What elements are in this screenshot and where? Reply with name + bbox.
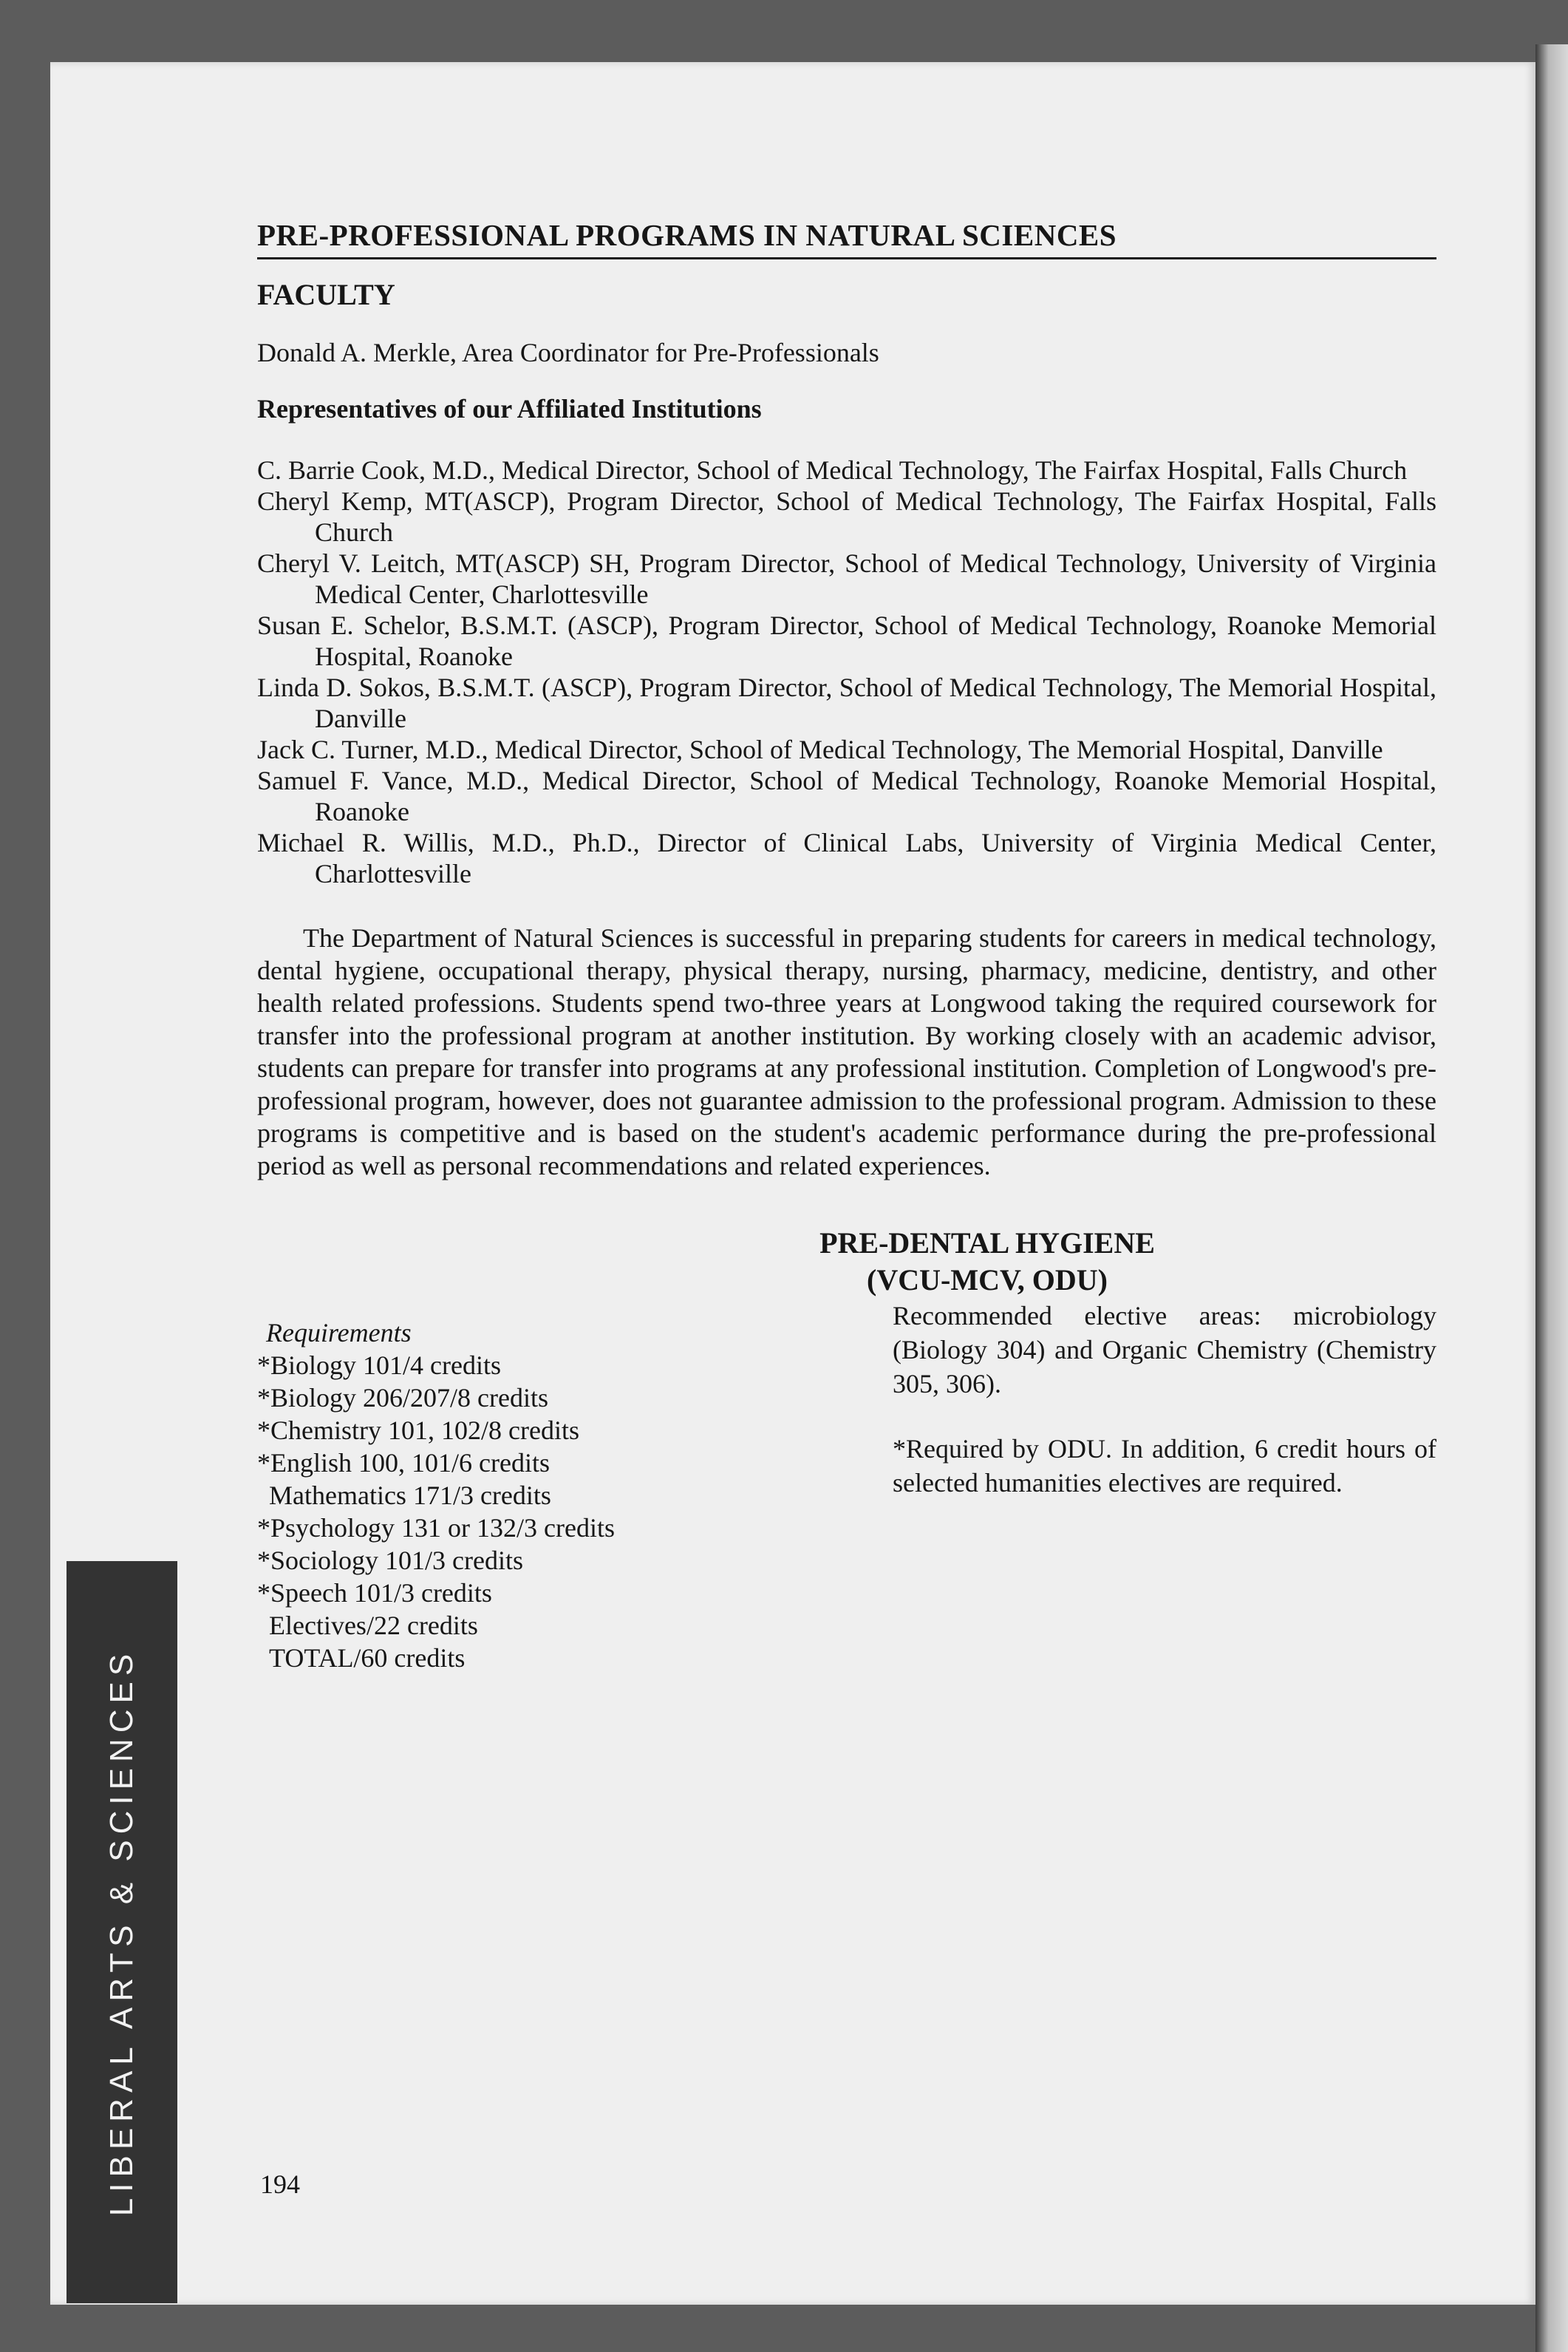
- side-tab-label: LIBERAL ARTS & SCIENCES: [103, 1648, 140, 2217]
- list-item: Jack C. Turner, M.D., Medical Director, School of Medical Technology, The Memorial Hospital, Danville: [257, 735, 1383, 764]
- list-item: *Biology 101/4 credits: [257, 1350, 501, 1380]
- list-item: *Chemistry 101, 102/8 credits: [257, 1415, 579, 1445]
- main-content: [257, 219, 1436, 1713]
- list-item: Mathematics 171/3 credits: [269, 1481, 551, 1510]
- area-coordinator: Donald A. Merkle, Area Coordinator for Pre-Professionals: [257, 338, 879, 367]
- book-spine-edge: [1535, 44, 1568, 2352]
- list-item: Electives/22 credits: [269, 1611, 478, 1640]
- section-title-line1: PRE-DENTAL HYGIENE: [819, 1226, 1155, 1260]
- list-item: *Biology 206/207/8 credits: [257, 1383, 548, 1413]
- list-item: *Speech 101/3 credits: [257, 1578, 492, 1608]
- list-item: Michael R. Willis, M.D., Ph.D., Director of Clinical Labs, University of Virginia Medical Center, Charlottesville: [257, 828, 1436, 888]
- intro-paragraph: The Department of Natural Sciences is successful in preparing students for careers in medical technology, dental hygiene, occupational therapy, physical therapy, nursing, pharmacy, medicine, dentistry, and other health related professions. Students spend two-three years at Longwood taking the required coursework for transfer into the professional program at another institution. By working closely with an academic advisor, students can prepare for transfer into programs at any professional institution. Completion of Longwood's pre-professional program, however, does not guarantee admission to the professional program. Admission to these programs is competitive and is based on the student's academic performance during the pre-professional period as well as personal recommendations and related experiences.: [257, 923, 1436, 1180]
- faculty-heading: FACULTY: [257, 278, 395, 311]
- representatives-heading: Representatives of our Affiliated Institutions: [257, 394, 762, 424]
- list-item: TOTAL/60 credits: [269, 1643, 466, 1673]
- list-item: Cheryl Kemp, MT(ASCP), Program Director, School of Medical Technology, The Fairfax Hospital, Falls Church: [257, 486, 1436, 547]
- list-item: Cheryl V. Leitch, MT(ASCP) SH, Program Director, School of Medical Technology, University of Virginia Medical Center, Charlottesville: [257, 548, 1436, 609]
- requirements-section: [257, 1299, 1436, 1713]
- page-number: 194: [260, 2169, 300, 2199]
- list-item: *Psychology 131 or 132/3 credits: [257, 1513, 615, 1543]
- list-item: Samuel F. Vance, M.D., Medical Director, School of Medical Technology, Roanoke Memorial Hospital, Roanoke: [257, 766, 1436, 826]
- section-title: [257, 1225, 1436, 1299]
- odu-note: *Required by ODU. In addition, 6 credit hours of selected humanities electives are required.: [893, 1434, 1436, 1498]
- list-item: *Sociology 101/3 credits: [257, 1546, 523, 1575]
- list-item: *English 100, 101/6 credits: [257, 1448, 550, 1478]
- representatives-list: [257, 455, 1436, 889]
- recommended-electives: Recommended elective areas: microbiology (Biology 304) and Organic Chemistry (Chemistry 305, 306).: [893, 1301, 1436, 1398]
- requirements-heading: Requirements: [266, 1318, 412, 1347]
- page-title: PRE-PROFESSIONAL PROGRAMS IN NATURAL SCIENCES: [257, 219, 1436, 259]
- requirements-list: [257, 1316, 848, 1674]
- section-title-line2: (VCU-MCV, ODU): [867, 1263, 1108, 1296]
- list-item: Linda D. Sokos, B.S.M.T. (ASCP), Program Director, School of Medical Technology, The Memorial Hospital, Danville: [257, 673, 1436, 733]
- notes-column: [893, 1299, 1436, 1500]
- list-item: Susan E. Schelor, B.S.M.T. (ASCP), Program Director, School of Medical Technology, Roanoke Memorial Hospital, Roanoke: [257, 611, 1436, 671]
- list-item: C. Barrie Cook, M.D., Medical Director, School of Medical Technology, The Fairfax Hospital, Falls Church: [257, 455, 1408, 485]
